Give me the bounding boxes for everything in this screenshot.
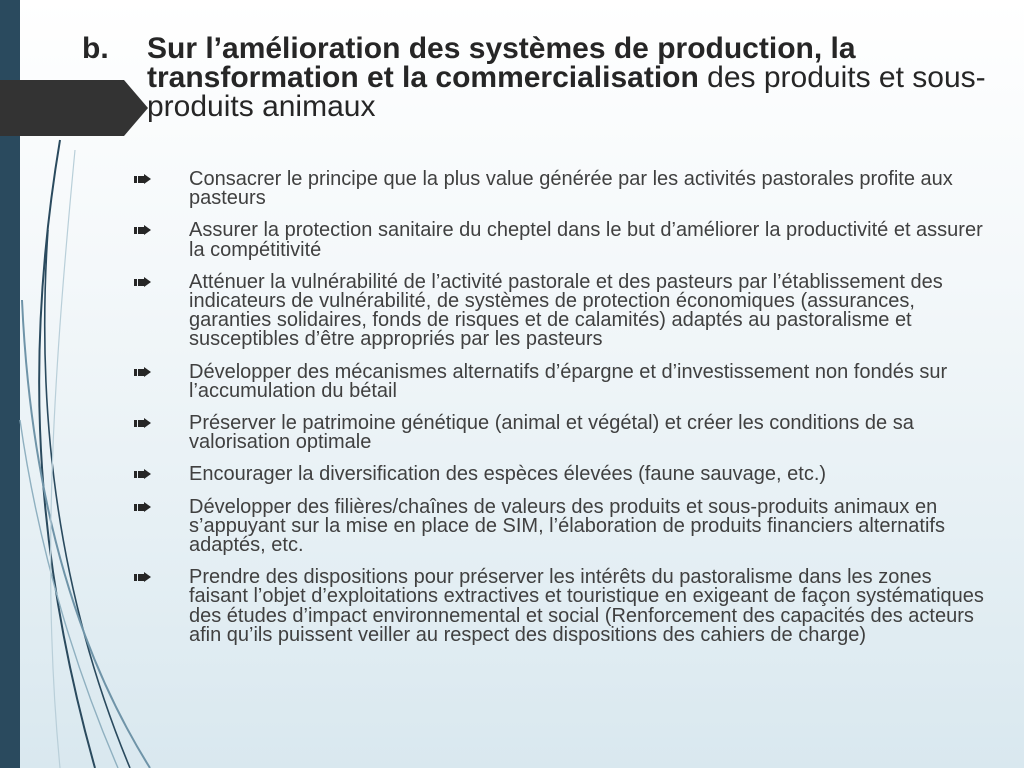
bullet-item (134, 170, 994, 208)
bullet-list (134, 170, 994, 658)
right-pointing-hand-icon (134, 171, 152, 187)
bullet-item (134, 414, 994, 452)
bullet-text: Prendre des dispositions pour préserver les intérêts du pastoralisme dans les zones faisant l’objet d’exploitations extractives et touristique en exigeant de façon systématiques des études d’impact environnemental et social (Renforcement des capacités des acteurs afin qu’ils puissent veiller au respect des dispositions des cahiers de charge) (189, 566, 984, 646)
bullet-item (134, 495, 994, 557)
bullet-item (134, 221, 994, 259)
bullet-text: Développer des filières/chaînes de valeurs des produits et sous-produits animaux en s’appuyant sur la mise en place de SIM, l’élaboration de produits financiers alternatifs adaptés, etc. (189, 495, 945, 557)
bullet-item (134, 360, 994, 402)
right-pointing-hand-icon (134, 274, 152, 290)
bullet-item (134, 270, 994, 351)
right-pointing-hand-icon (134, 499, 152, 515)
title-text (147, 34, 1012, 121)
bullet-text: Consacrer le principe que la plus value générée par les activités pastorales profite aux pasteurs (189, 168, 953, 210)
right-pointing-hand-icon (134, 569, 152, 585)
bullet-item (134, 568, 994, 645)
bullet-text: Encourager la diversification des espèces élevées (faune sauvage, etc.) (189, 463, 827, 486)
bullet-item (134, 465, 994, 484)
title-bold-text: Sur l’amélioration des systèmes de production, la transformation et la commercialisation (147, 32, 856, 94)
bullet-text: Atténuer la vulnérabilité de l’activité pastorale et des pasteurs par l’établissement des indicateurs de vulnérabilité, de systèmes de protection économiques (assurances, garanties solidaires, fonds de risques et de calamités) adaptés au pastoralisme et susceptibles d’être appropriés par les pasteurs (189, 270, 943, 351)
title-normal-text: des produits et sous-produits animaux (147, 61, 986, 123)
slide-title (82, 34, 1012, 121)
bullet-text: Développer des mécanismes alternatifs d’épargne et d’investissement non fondés sur l’accumulation du bétail (189, 360, 948, 402)
right-pointing-hand-icon (134, 222, 152, 238)
right-pointing-hand-icon (134, 364, 152, 380)
right-pointing-hand-icon (134, 415, 152, 431)
title-letter: b. (82, 32, 109, 65)
bullet-text: Préserver le patrimoine génétique (animal et végétal) et créer les conditions de sa valorisation optimale (189, 412, 914, 454)
right-pointing-hand-icon (134, 466, 152, 482)
bullet-text: Assurer la protection sanitaire du cheptel dans le but d’améliorer la productivité et assurer la compétitivité (189, 219, 983, 261)
